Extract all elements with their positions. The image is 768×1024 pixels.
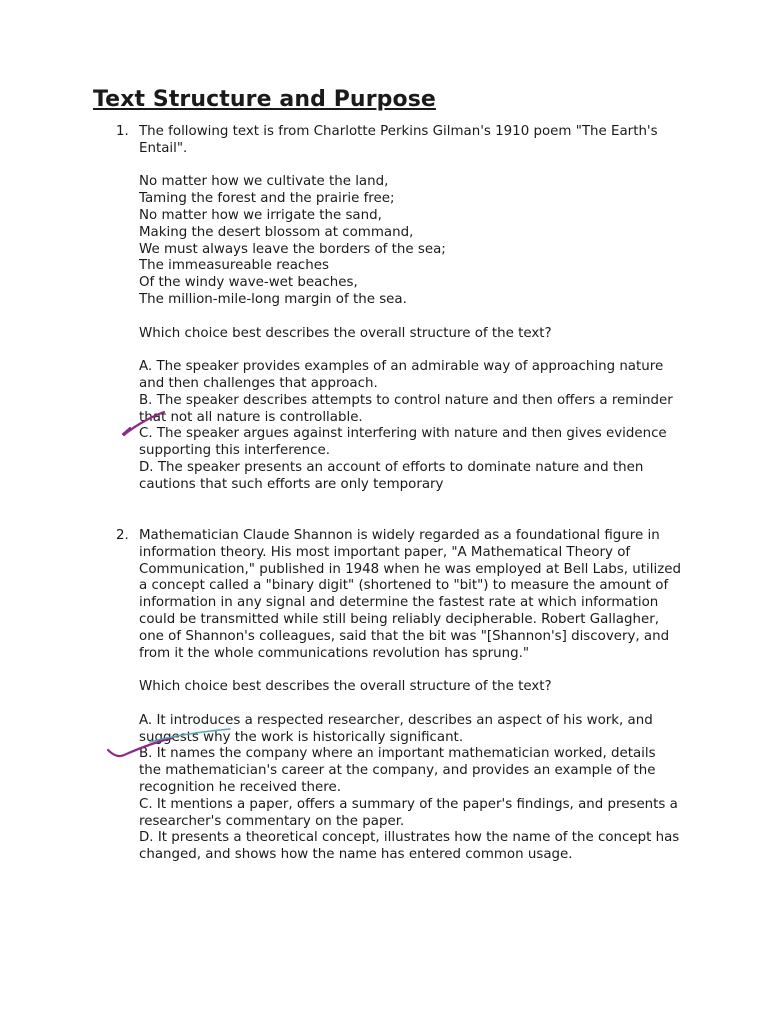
answer-choices: [139, 713, 681, 864]
poem-line: No matter how we irrigate the sand,: [139, 207, 382, 223]
answer-choice-a: A. It introduces a respected researcher, describes an aspect of his work, and suggests why the work is historically significant.: [139, 712, 653, 745]
question-body: [139, 528, 686, 864]
answer-choice-a: A. The speaker provides examples of an admirable way of approaching nature and then challenges that approach.: [139, 359, 664, 391]
poem-line: Taming the forest and the prairie free;: [139, 191, 395, 207]
poem-line: Of the windy wave-wet beaches,: [139, 275, 358, 291]
question-body: [139, 124, 681, 494]
poem-excerpt: [139, 174, 681, 308]
question-prompt: Which choice best describes the overall structure of the text?: [139, 679, 552, 695]
poem-line: We must always leave the borders of the sea;: [139, 241, 446, 257]
poem-line: No matter how we cultivate the land,: [139, 174, 389, 190]
answer-choice-c: C. The speaker argues against interfering with nature and then gives evidence supporting this interference.: [139, 426, 667, 459]
poem-line: Making the desert blossom at command,: [139, 224, 414, 240]
question-intro: The following text is from Charlotte Perkins Gilman's 1910 poem "The Earth's Entail".: [139, 124, 662, 156]
question-2: [116, 528, 686, 864]
question-passage: Mathematician Claude Shannon is widely regarded as a foundational figure in information theory. His most important paper, "A Mathematical Theory of Communication," published in 1948 when he was employed at Bell Labs, utilized a concept called a "binary digit" (shortened to "bit") to measure the amount of information in any signal and determine the fastest rate at which information could be transmitted while still being reliably decipherable. Robert Gallagher, one of Shannon's colleagues, said that the bit was "[Shannon's] discovery, and from it the whole communications revolution has sprung.": [139, 528, 686, 661]
answer-choice-d: D. The speaker presents an account of efforts to dominate nature and then cautions that such efforts are only temporary: [139, 459, 644, 492]
poem-line: The million-mile-long margin of the sea.: [139, 291, 407, 307]
answer-choice-b: B. It names the company where an important mathematician worked, details the mathematician's career at the company, and provides an example of the recognition he received there.: [139, 746, 656, 795]
question-number: 2.: [116, 528, 129, 543]
answer-choice-d: D. It presents a theoretical concept, illustrates how the name of the concept has changed, and shows how the name has entered common usage.: [139, 830, 680, 863]
document-title: Text Structure and Purpose: [93, 87, 436, 112]
poem-line: The immeasureable reaches: [139, 258, 329, 274]
answer-choice-c: C. It mentions a paper, offers a summary of the paper's findings, and presents a researcher's commentary on the paper.: [139, 796, 678, 829]
question-1: [116, 124, 681, 494]
question-number: 1.: [116, 124, 129, 139]
question-prompt: Which choice best describes the overall structure of the text?: [139, 325, 552, 341]
answer-choices: [139, 359, 681, 493]
answer-choice-b: B. The speaker describes attempts to control nature and then offers a reminder that not all nature is controllable.: [139, 392, 673, 425]
